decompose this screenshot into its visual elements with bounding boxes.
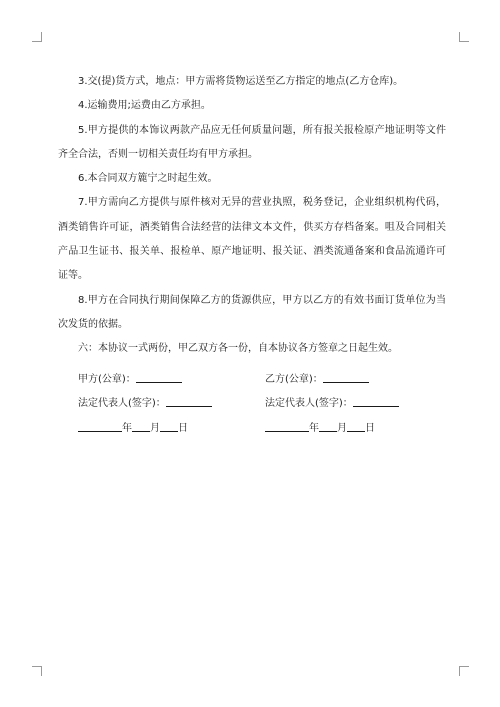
month-blank xyxy=(319,419,337,432)
date-row xyxy=(58,417,446,441)
day-blank xyxy=(160,419,178,432)
signature-block xyxy=(58,368,446,441)
party-a-seal-blank xyxy=(136,370,182,383)
party-b-representative: 法定代表人(签字)： xyxy=(265,392,399,416)
contract-body xyxy=(58,70,446,362)
crop-mark-bottom-left xyxy=(32,666,42,676)
party-b-seal: 乙方(公章)： xyxy=(265,368,369,392)
clause-6: 6.本合同双方簏宁之时起生效。 xyxy=(78,173,218,185)
year-blank xyxy=(265,419,309,432)
clause-six: 六：本协议一式两份，甲乙双方各一份，自本协议各方签章之日起生效。 xyxy=(78,343,398,355)
party-b-representative-blank xyxy=(353,394,399,407)
party-a-date: 年 月 日 xyxy=(78,417,188,441)
party-a-representative: 法定代表人(签字)： xyxy=(78,392,212,416)
representative-row xyxy=(58,392,446,416)
party-a-seal: 甲方(公章)： xyxy=(78,368,182,392)
crop-mark-top-left xyxy=(32,32,42,42)
crop-mark-bottom-right xyxy=(459,666,469,676)
party-b-seal-blank xyxy=(323,370,369,383)
clause-8: 8.甲方在合同执行期间保障乙方的货源供应，甲方以乙方的有效书面订货单位为当次发货的依据。 xyxy=(58,294,446,330)
seal-row xyxy=(58,368,446,392)
day-blank xyxy=(347,419,365,432)
year-blank xyxy=(78,419,122,432)
crop-mark-top-right xyxy=(459,32,469,42)
clause-5: 5.甲方提供的本饰议两款产品应无任何质量问题，所有报关报检原产地证明等文件齐全合法，否则一切相关责任均有甲方承担。 xyxy=(58,124,446,160)
party-b-date: 年 月 日 xyxy=(265,417,375,441)
month-blank xyxy=(132,419,150,432)
clause-4: 4.运输费用;运费由乙方承担。 xyxy=(78,100,211,112)
clause-3: 3.交(提)货方式，地点：甲方需将货物运送至乙方指定的地点(乙方仓库)。 xyxy=(78,76,404,87)
clause-7: 7.甲方需向乙方提供与原件核对无异的营业执照，税务登记，企业组织机构代码，酒类销售许可证，酒类销售合法经营的法律文本文件，供买方存档备案。咀及合同相关产品卫生证书、报关单、报检单、原产地证明、报关证、酒类流通备案和食品流通许可证等。 xyxy=(58,197,446,282)
party-a-representative-blank xyxy=(166,394,212,407)
